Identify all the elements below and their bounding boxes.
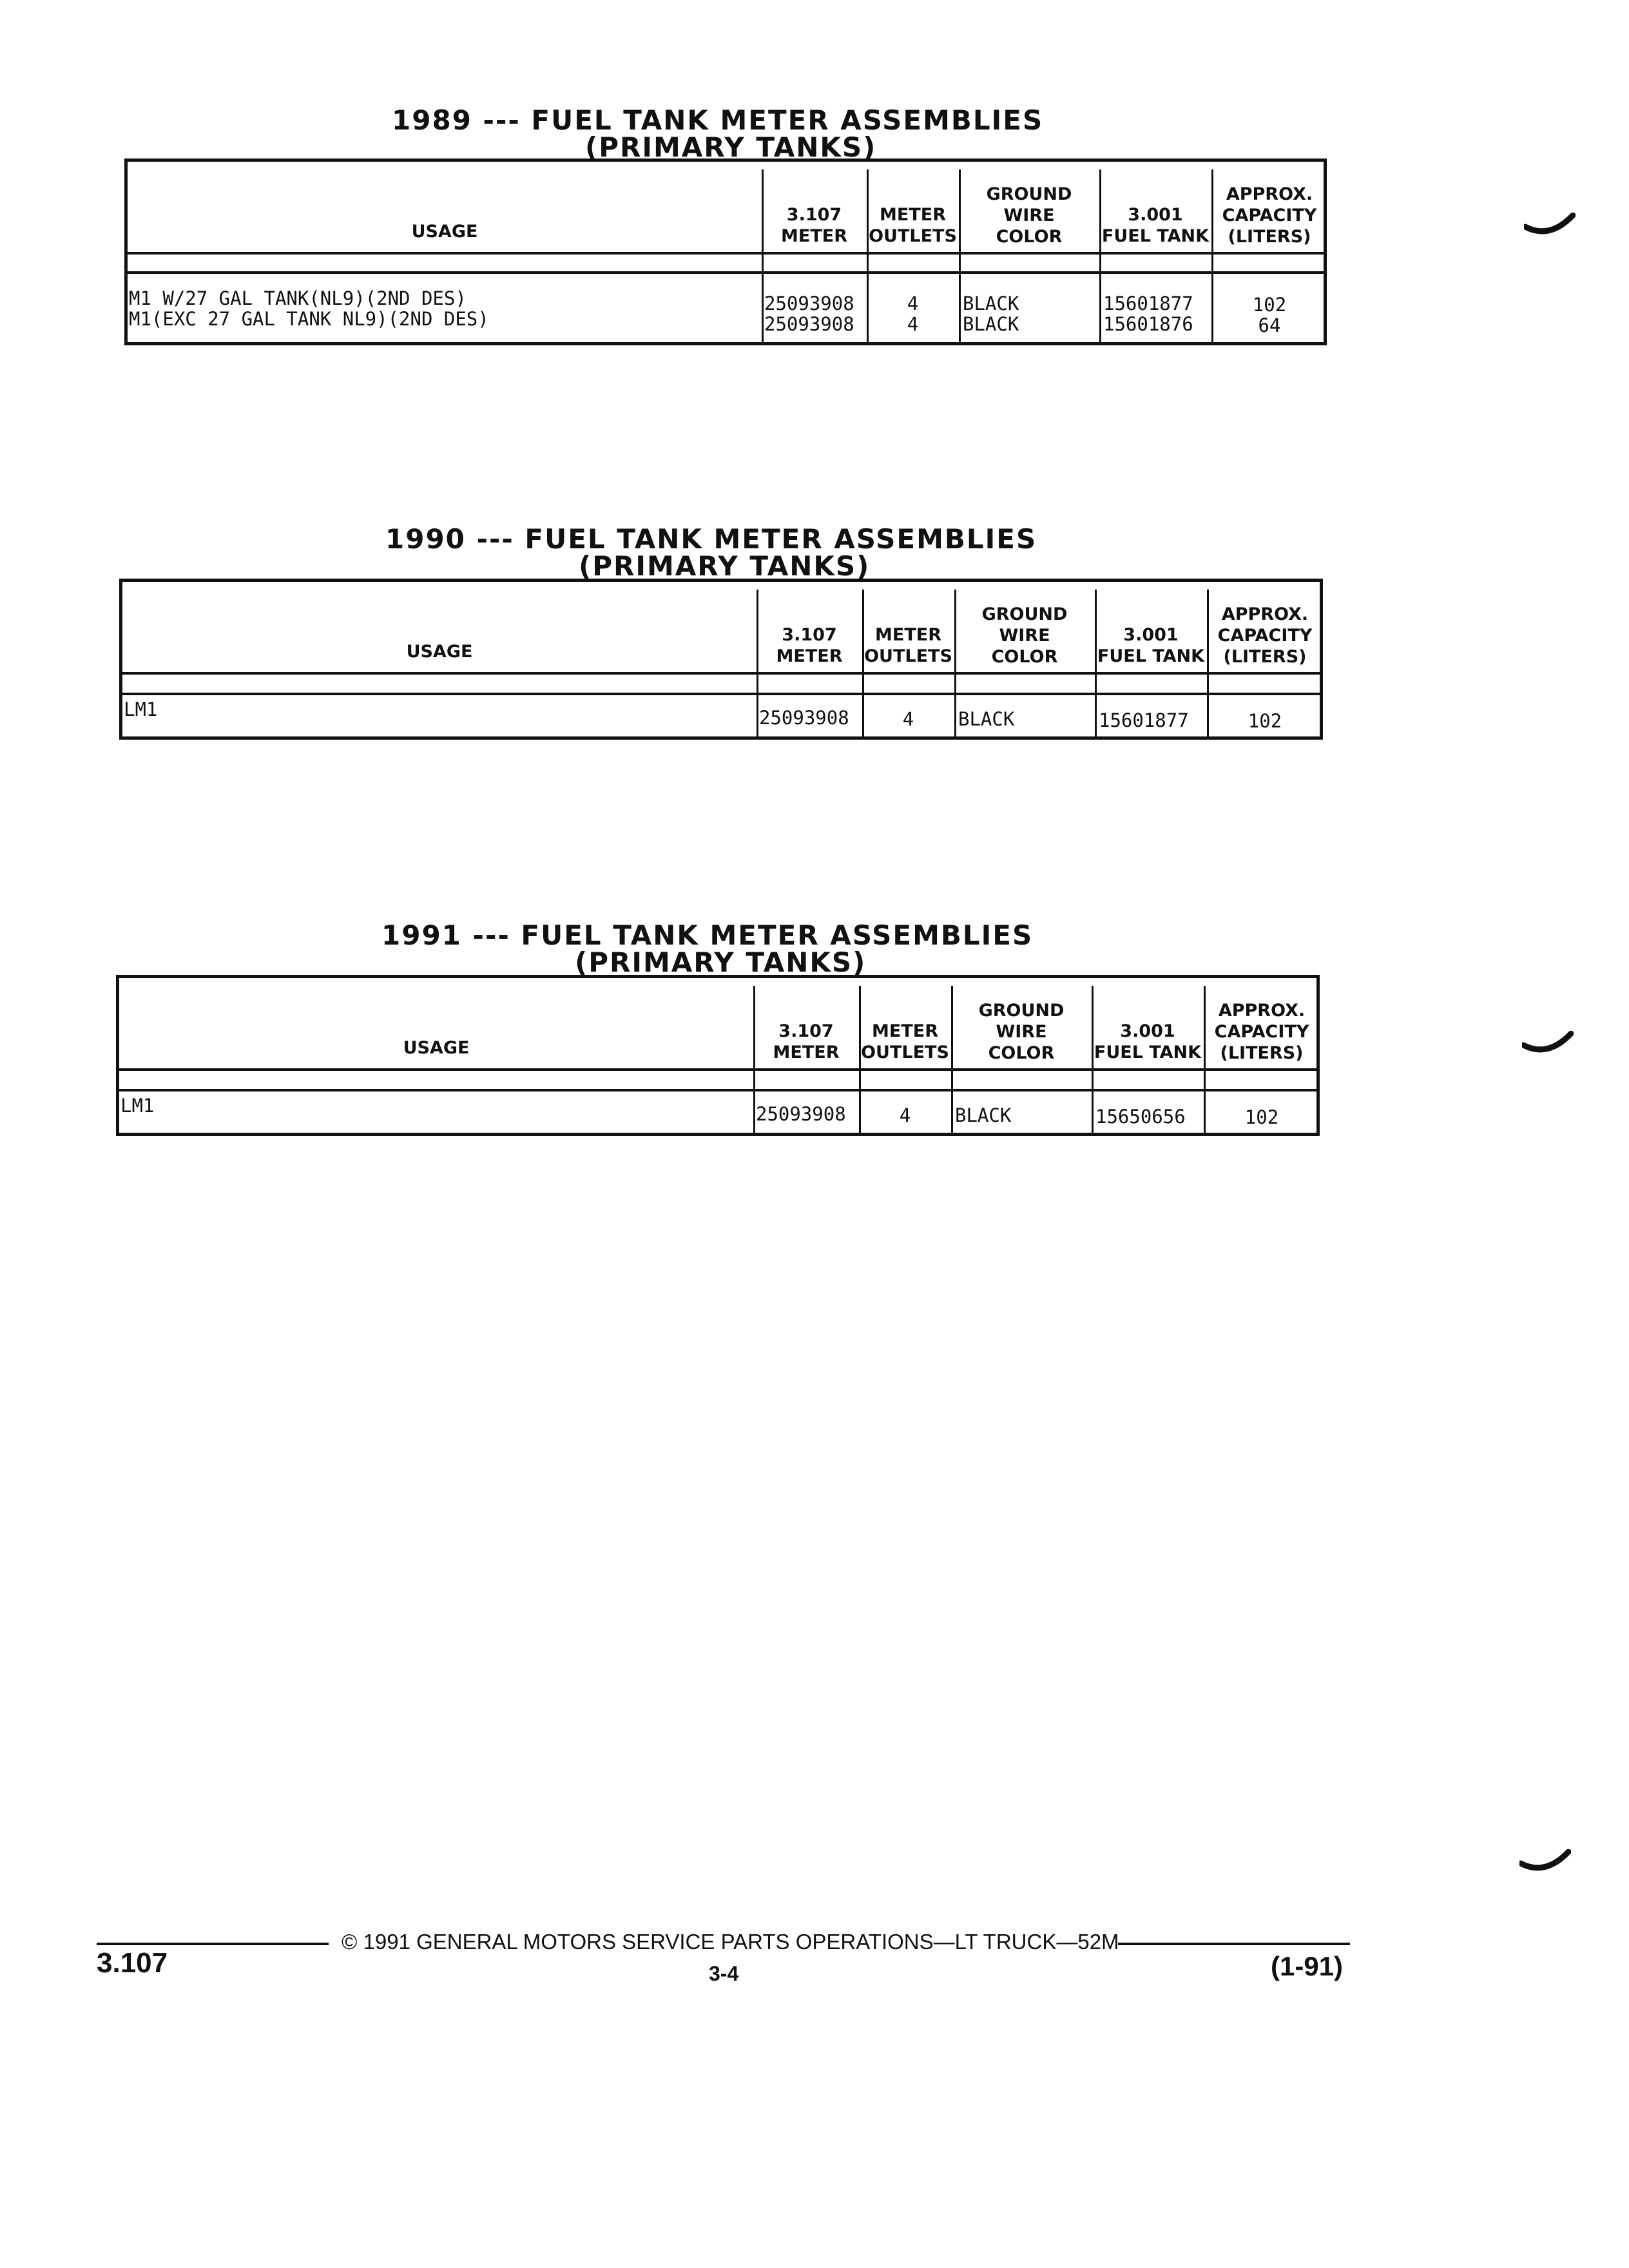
footer-page-number: 3-4: [709, 1962, 739, 1985]
binder-mark-icon: [1522, 1031, 1574, 1057]
fuel-cell: 15650656: [1095, 1106, 1186, 1128]
capacity-cell: 102: [1244, 1106, 1279, 1128]
outlets-cell: 4: [907, 313, 919, 335]
usage-cell: M1(EXC 27 GAL TANK NL9)(2ND DES): [129, 308, 489, 330]
title-line-2: (PRIMARY TANKS): [579, 550, 871, 582]
ground-cell: BLACK: [955, 1104, 1012, 1126]
title-line-1: 1990 --- FUEL TANK METER ASSEMBLIES: [385, 523, 1037, 555]
header-capacity: APPROX. CAPACITY (LITERS): [1217, 604, 1313, 667]
header-capacity: APPROX. CAPACITY (LITERS): [1222, 184, 1317, 247]
meter-cell: 25093908: [759, 707, 849, 729]
meter-cell: 25093908: [764, 313, 854, 335]
capacity-cell: 102: [1248, 710, 1282, 732]
header-outlets: METER OUTLETS: [864, 625, 952, 666]
usage-cell: LM1: [120, 1095, 155, 1117]
header-fuel: 3.001 FUEL TANK: [1094, 1021, 1202, 1062]
capacity-cell: 64: [1258, 314, 1281, 336]
meter-table-1989: [124, 159, 1327, 345]
header-ground: GROUND WIRE COLOR: [986, 184, 1072, 247]
header-meter: 3.107 METER: [781, 205, 847, 246]
capacity-cell: 102: [1252, 294, 1287, 316]
meter-cell: 25093908: [756, 1103, 846, 1125]
footer-copyright: © 1991 GENERAL MOTORS SERVICE PARTS OPERATIONS—LT TRUCK—52M: [342, 1930, 1119, 1954]
binder-mark-icon: [1519, 1849, 1571, 1875]
ground-cell: BLACK: [963, 293, 1019, 314]
header-outlets: METER OUTLETS: [861, 1021, 949, 1062]
header-meter: 3.107 METER: [773, 1021, 840, 1062]
ground-cell: BLACK: [958, 708, 1015, 730]
header-ground: GROUND WIRE COLOR: [978, 1001, 1065, 1063]
outlets-cell: 4: [899, 1104, 911, 1126]
outlets-cell: 4: [902, 708, 914, 730]
header-ground: GROUND WIRE COLOR: [981, 604, 1068, 667]
section-title: [0, 921, 1224, 979]
usage-cell: LM1: [124, 698, 158, 720]
footer-rule-left: [97, 1943, 329, 1945]
title-line-1: 1989 --- FUEL TANK METER ASSEMBLIES: [392, 104, 1044, 136]
usage-cell: M1 W/27 GAL TANK(NL9)(2ND DES): [129, 287, 467, 309]
outlets-cell: 4: [907, 293, 919, 314]
spacer-row: [119, 1068, 1316, 1091]
section-title: [0, 106, 1224, 164]
title-line-1: 1991 --- FUEL TANK METER ASSEMBLIES: [381, 919, 1034, 951]
spacer-row: [122, 672, 1320, 695]
meter-table-1991: [116, 975, 1320, 1136]
section-title: [0, 525, 1224, 583]
title-line-2: (PRIMARY TANKS): [575, 947, 867, 978]
header-capacity: APPROX. CAPACITY (LITERS): [1214, 1001, 1309, 1063]
header-fuel: 3.001 FUEL TANK: [1097, 625, 1205, 666]
meter-cell: 25093908: [764, 293, 854, 314]
header-usage: USAGE: [406, 642, 473, 662]
header-fuel: 3.001 FUEL TANK: [1101, 205, 1210, 246]
spacer-row: [128, 252, 1324, 274]
footer-rule-right: [1118, 1943, 1350, 1945]
fuel-cell: 15601877: [1103, 293, 1193, 314]
binder-mark-icon: [1524, 213, 1576, 238]
header-usage: USAGE: [403, 1038, 470, 1058]
header-usage: USAGE: [411, 222, 478, 242]
header-meter: 3.107 METER: [776, 625, 843, 666]
title-line-2: (PRIMARY TANKS): [585, 131, 877, 163]
meter-table-1990: [119, 579, 1323, 740]
fuel-cell: 15601876: [1103, 313, 1193, 335]
fuel-cell: 15601877: [1099, 709, 1189, 731]
footer-section-number: 3.107: [97, 1947, 168, 1979]
header-outlets: METER OUTLETS: [869, 205, 957, 246]
ground-cell: BLACK: [963, 313, 1019, 335]
footer-date-code: (1-91): [1271, 1951, 1344, 1981]
